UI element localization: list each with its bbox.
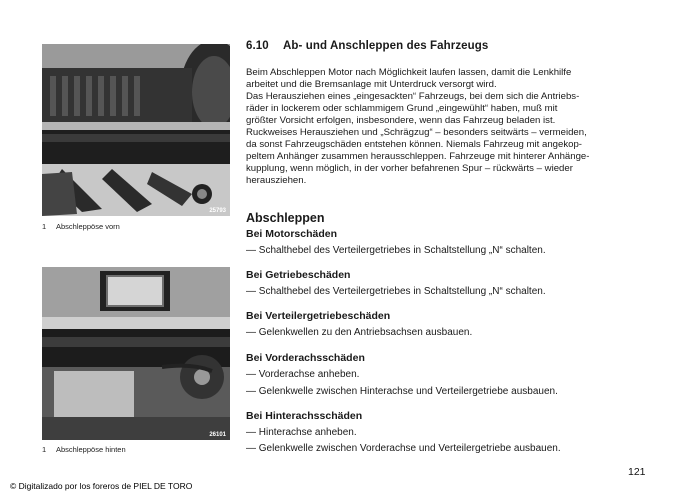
list-item: — Schalthebel des Verteilergetriebes in Schaltstellung „N“ schalten. — [246, 245, 546, 256]
footer-credit: © Digitalizado por los foreros de PIEL DE TORO — [10, 481, 193, 491]
photo-front-towing-eye — [42, 44, 230, 216]
front-bumper-illustration — [42, 44, 230, 216]
paragraph-1: Beim Abschleppen Motor nach Möglichkeit laufen lassen, damit die Lenkhilfe arbeitet und die Bremsanlage mit Unterdruck versorgt wird. — [246, 67, 572, 90]
group-title: Bei Getriebeschäden — [246, 269, 351, 281]
list-item: — Gelenkwelle zwischen Hinterachse und Verteilergetriebe ausbauen. — [246, 386, 558, 397]
list-item: — Gelenkwelle zwischen Vorderachse und Verteilergetriebe ausbauen. — [246, 443, 561, 454]
section-heading — [246, 40, 616, 52]
rear-bumper-illustration — [42, 267, 230, 440]
group-title: Bei Motorschäden — [246, 228, 338, 240]
group-title: Bei Verteilergetriebeschäden — [246, 310, 391, 322]
photo-rear-towing-eye — [42, 267, 230, 440]
section-title: Ab- und Anschleppen des Fahrzeugs — [283, 40, 489, 52]
section-body — [246, 40, 616, 187]
caption-text: Abschleppöse hinten — [56, 445, 126, 454]
caption-number: 1 — [42, 445, 47, 454]
figure-caption — [42, 445, 126, 454]
list-item: — Schalthebel des Verteilergetriebes in Schaltstellung „N“ schalten. — [246, 286, 546, 297]
figure-caption — [42, 222, 120, 231]
group-title: Bei Vorderachsschäden — [246, 352, 365, 364]
list-item: — Gelenkwellen zu den Antriebsachsen ausbauen. — [246, 327, 473, 338]
paragraph-2: Das Herausziehen eines „eingesackten“ Fahrzeugs, bei dem sich die Antriebs- räder in lockerem oder schlammigem Grund „eingewühlt“ haben, muß mit größter Vorsicht erfolgen, insbesondere, wenn das Fahrzeug beladen ist. Ruckweises Herausziehen und „Schrägzug“ – besonders seitwärts – vermeiden, da sonst Fahrzeugschäden entstehen können. Niemals Fahrzeug mit angekop- peltem Anhänger zusammen herausschleppen. Fahrzeuge mit hinterer Anhänge- kupplung, wenn möglich, in der vorher befahrenen Spur – rückwärts – wieder herausziehen. — [246, 91, 590, 186]
photo-code: 25793 — [209, 208, 226, 214]
caption-text: Abschleppöse vorn — [56, 222, 120, 231]
page-number: 121 — [628, 466, 646, 478]
abschleppen-heading: Abschleppen — [246, 211, 325, 225]
list-item: — Vorderachse anheben. — [246, 369, 360, 380]
photo-code: 26101 — [209, 432, 226, 438]
list-item: — Hinterachse anheben. — [246, 427, 357, 438]
group-title: Bei Hinterachsschäden — [246, 410, 363, 422]
caption-number: 1 — [42, 222, 47, 231]
section-number: 6.10 — [246, 40, 269, 52]
